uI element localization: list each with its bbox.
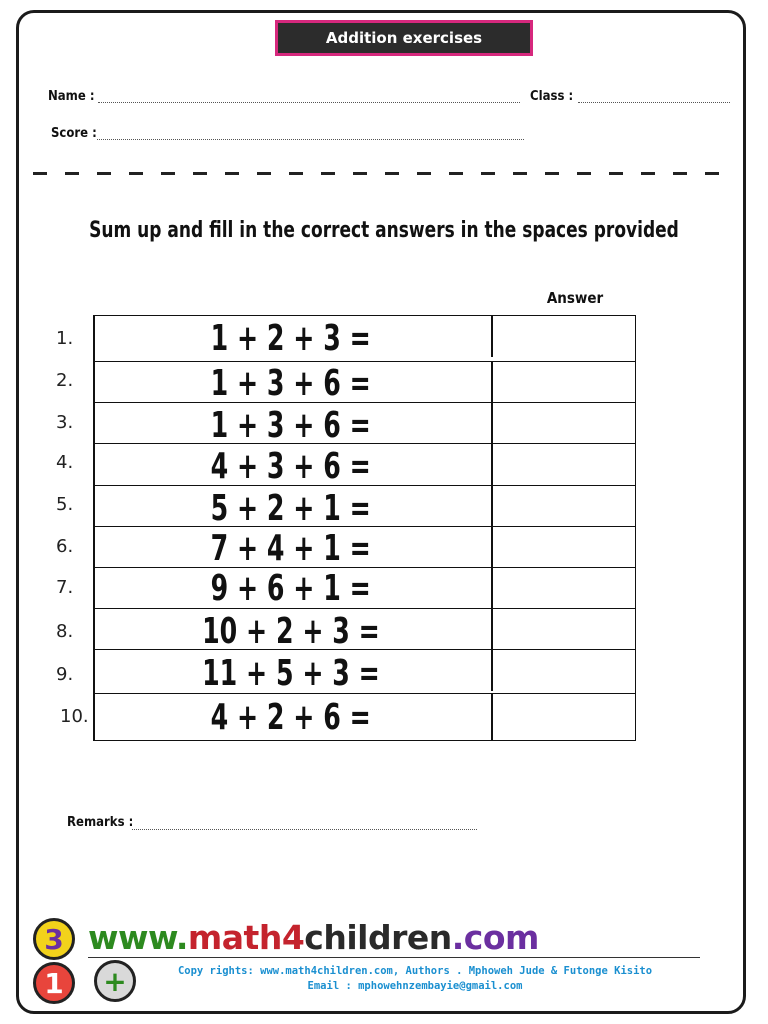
exercise-expression: 4 + 2 + 6 = xyxy=(210,697,372,738)
exercise-expression: 7 + 4 + 1 = xyxy=(210,528,372,569)
footer-rule xyxy=(88,957,700,958)
class-label: Class : xyxy=(530,89,574,104)
answer-cell-1[interactable] xyxy=(493,317,633,359)
exercise-expression: 5 + 2 + 1 = xyxy=(210,488,372,529)
score-field[interactable] xyxy=(97,139,524,140)
exercise-number: 8. xyxy=(56,621,74,642)
answer-cell-6[interactable] xyxy=(493,528,633,566)
exercise-number: 7. xyxy=(56,577,74,598)
score-label: Score : xyxy=(51,126,97,141)
answer-cell-2[interactable] xyxy=(493,362,633,400)
dashed-divider xyxy=(33,172,733,175)
answer-cell-10[interactable] xyxy=(493,695,633,739)
badge-3-icon: 3 xyxy=(33,918,75,960)
instruction-text: Sum up and fill in the correct answers in the spaces provided xyxy=(89,218,679,243)
exercise-expression: 9 + 6 + 1 = xyxy=(210,568,372,609)
exercise-number: 4. xyxy=(56,452,74,473)
exercise-expression: 4 + 3 + 6 = xyxy=(210,446,372,487)
exercise-number: 3. xyxy=(56,412,74,433)
answer-cell-3[interactable] xyxy=(493,404,633,442)
worksheet-title: Addition exercises xyxy=(275,20,533,56)
exercise-number: 10. xyxy=(60,706,89,727)
copyright-text: Copy rights: www.math4children.com, Authors . Mphoweh Jude & Futonge Kisito xyxy=(177,965,653,977)
answer-cell-4[interactable] xyxy=(493,445,633,483)
plus-icon: + xyxy=(94,960,136,1002)
email-text: Email : mphowehnzembayie@gmail.com xyxy=(307,980,523,992)
exercise-expression: 1 + 3 + 6 = xyxy=(210,363,372,404)
answer-cell-5[interactable] xyxy=(493,487,633,525)
exercise-number: 6. xyxy=(56,536,74,557)
answer-cell-8[interactable] xyxy=(493,610,633,648)
remarks-label: Remarks : xyxy=(67,815,134,830)
answer-cell-9[interactable] xyxy=(493,651,633,693)
remarks-field[interactable] xyxy=(132,829,477,830)
answer-column-heading: Answer xyxy=(546,289,604,307)
badge-1-icon: 1 xyxy=(33,962,75,1004)
exercise-number: 5. xyxy=(56,494,74,515)
class-field[interactable] xyxy=(578,102,730,103)
exercise-expression: 10 + 2 + 3 = xyxy=(202,611,380,652)
site-logo: www.math4children.com xyxy=(88,918,539,957)
exercise-expression: 11 + 5 + 3 = xyxy=(202,653,380,694)
exercise-number: 1. xyxy=(56,328,74,349)
exercise-expression: 1 + 2 + 3 = xyxy=(210,318,372,359)
exercise-number: 2. xyxy=(56,370,74,391)
name-label: Name : xyxy=(48,89,95,104)
name-field[interactable] xyxy=(98,102,520,103)
answer-cell-7[interactable] xyxy=(493,569,633,607)
exercise-expression: 1 + 3 + 6 = xyxy=(210,405,372,446)
exercise-number: 9. xyxy=(56,664,74,685)
